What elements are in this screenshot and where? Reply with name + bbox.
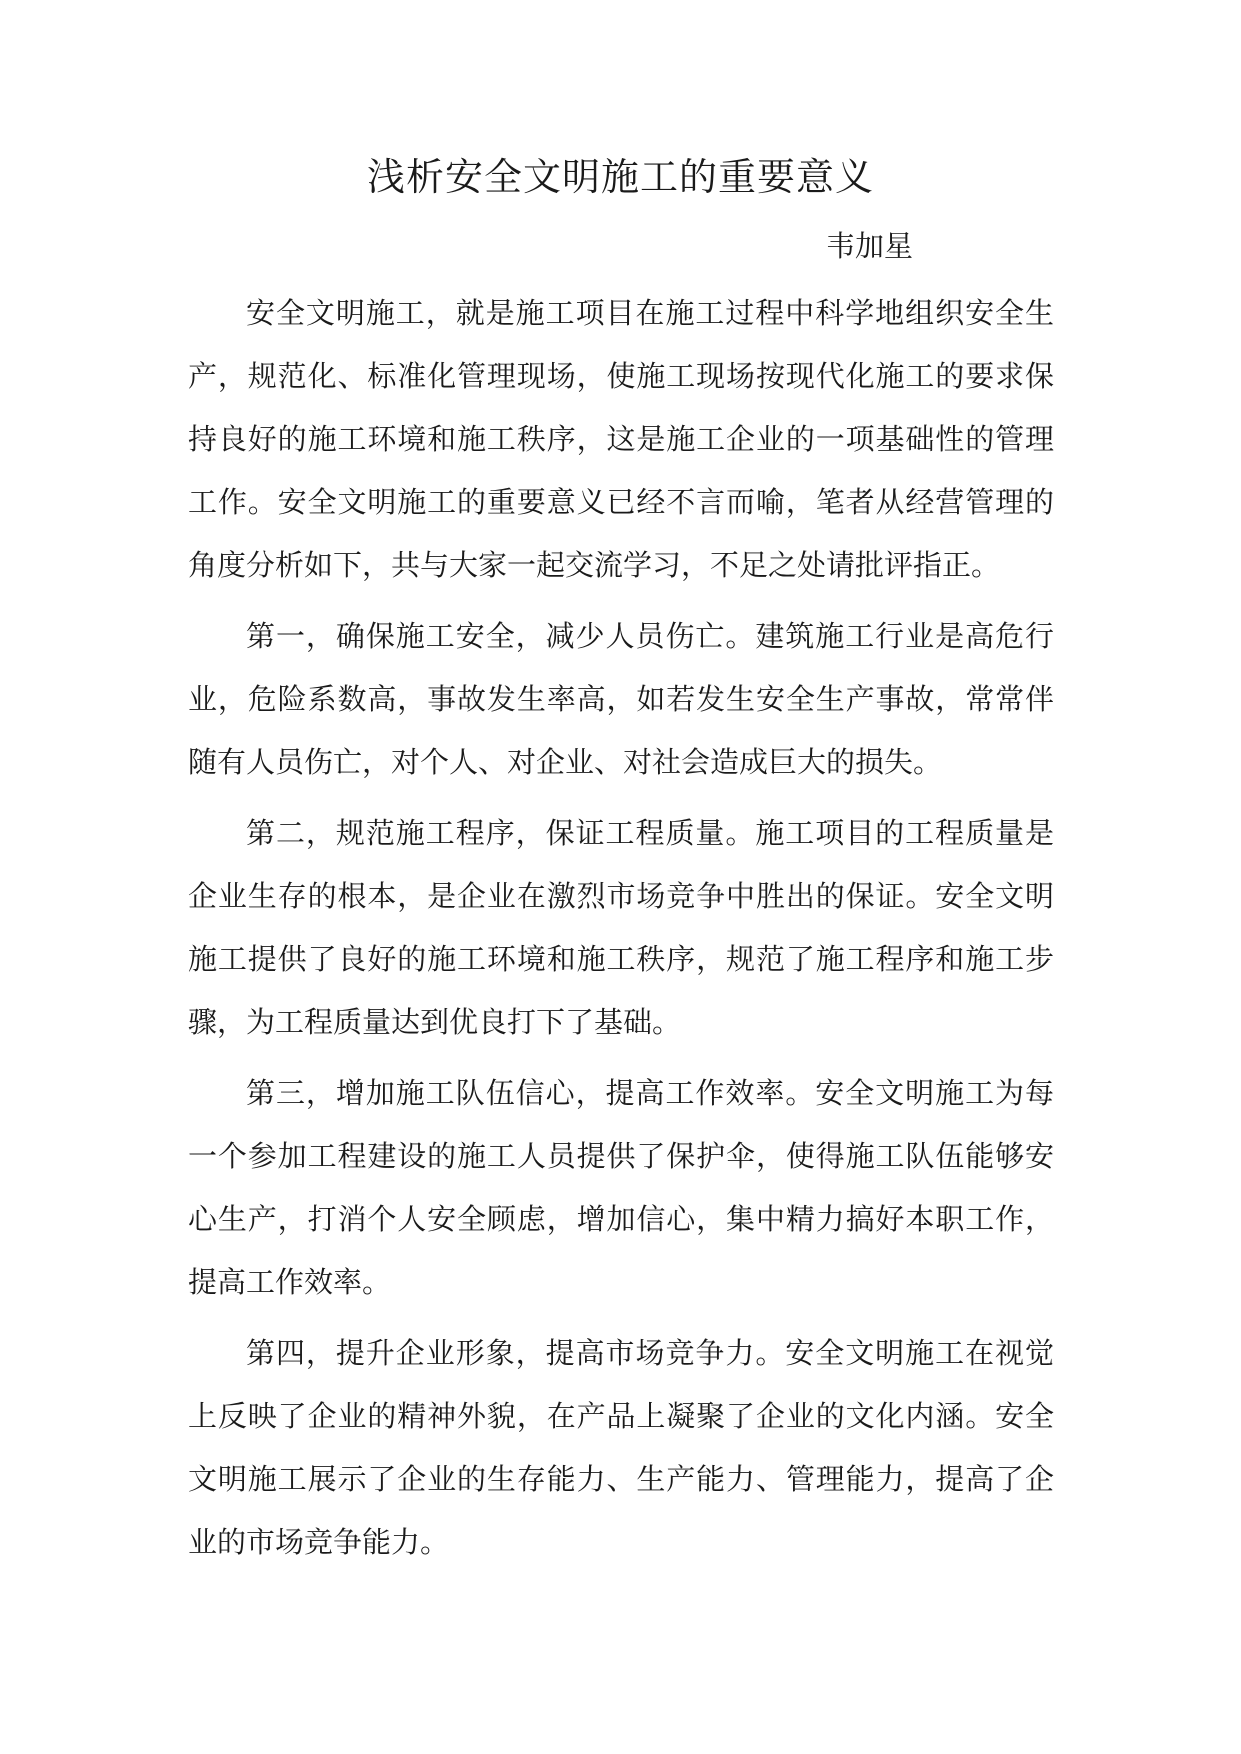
document-title: 浅析安全文明施工的重要意义 bbox=[366, 155, 874, 199]
paragraph-intro: 安全文明施工，就是施工项目在施工过程中科学地组织安全生产，规范化、标准化管理现场，使施工现场按现代化施工的要求保持良好的施工环境和施工秩序，这是施工企业的一项基础性的管理工作。安全文明施工的重要意义已经不言而喻，笔者从经营管理的角度分析如下，共与大家一起交流学习，不足之处请批评指正。 bbox=[188, 296, 1054, 582]
document-body bbox=[188, 282, 1054, 1582]
paragraph-point-3: 第三，增加施工队伍信心，提高工作效率。安全文明施工为每一个参加工程建设的施工人员提供了保护伞，使得施工队伍能够安心生产，打消个人安全顾虑，增加信心，集中精力搞好本职工作，提高工作效率。 bbox=[188, 1076, 1054, 1299]
paragraph-point-2: 第二，规范施工程序，保证工程质量。施工项目的工程质量是企业生存的根本，是企业在激烈市场竞争中胜出的保证。安全文明施工提供了良好的施工环境和施工秩序，规范了施工程序和施工步骤，为工程质量达到优良打下了基础。 bbox=[188, 816, 1054, 1039]
paragraph-point-1: 第一，确保施工安全，减少人员伤亡。建筑施工行业是高危行业，危险系数高，事故发生率高，如若发生安全生产事故，常常伴随有人员伤亡，对个人、对企业、对社会造成巨大的损失。 bbox=[188, 619, 1054, 779]
author-name: 韦加星 bbox=[826, 229, 914, 263]
paragraph-point-4: 第四，提升企业形象，提高市场竞争力。安全文明施工在视觉上反映了企业的精神外貌，在产品上凝聚了企业的文化内涵。安全文明施工展示了企业的生存能力、生产能力、管理能力，提高了企业的市场竞争能力。 bbox=[188, 1336, 1054, 1559]
